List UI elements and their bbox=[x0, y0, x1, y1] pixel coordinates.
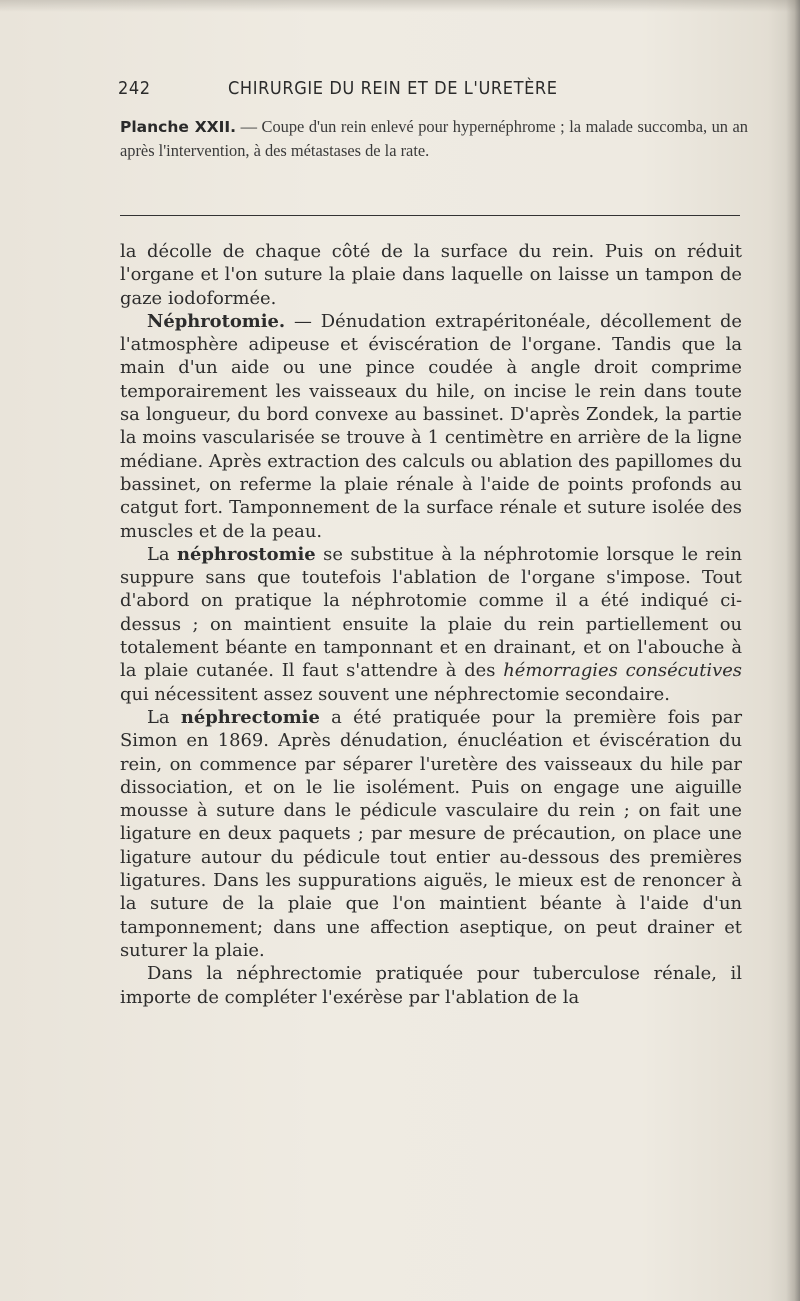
term-hemorragies: hémorragies consécutives bbox=[503, 660, 742, 682]
page-gutter-shadow bbox=[786, 0, 800, 1301]
body-text bbox=[120, 240, 742, 1009]
paragraph-tuberculose: Dans la néphrectomie pratiquée pour tuberculose rénale, il importe de compléter l'exérèse par l'ablation de la bbox=[120, 963, 742, 1008]
page-top-shadow bbox=[0, 0, 800, 12]
paragraph-nephrectomie-pre: La bbox=[147, 706, 181, 728]
paragraph-nephrectomie bbox=[120, 706, 742, 962]
paragraph-nephrostomie bbox=[120, 543, 742, 706]
term-nephrectomie: néphrectomie bbox=[180, 706, 320, 728]
paragraph-nephrectomie-text: a été pratiquée pour la première fois par Simon en 1869. Après dénudation, énucléation et éviscération du rein, on commence par séparer l'uretère des vaisseaux du hile par dissociation, et on le lie isolément. Puis on engage une aiguille mousse à suture dans le pédicule vasculaire du rein ; on fait une ligature en deux paquets ; par mesure de précaution, on place une ligature autour du pédicule tout entier au-dessous des premières ligatures. Dans les suppurations aiguës, le mieux est de renoncer à la suture de la plaie que l'on maintient béante à l'aide d'un tamponnement; dans une affection aseptique, on peut drainer et suturer la plaie. bbox=[120, 706, 743, 961]
paragraph-nephrostomie-end: qui nécessitent assez souvent une néphrectomie secondaire. bbox=[120, 683, 670, 705]
separator-rule bbox=[120, 215, 740, 216]
running-title: CHIRURGIE DU REIN ET DE L'URETÈRE bbox=[228, 78, 558, 99]
plate-label: Planche XXII. bbox=[120, 118, 237, 136]
paragraph-nephrotomie-text: — Dénudation extrapéritonéale, décollement de l'atmosphère adipeuse et éviscération de l'organe. Tandis que la main d'un aide ou une pince coudée à angle droit comprime temporairement les vaisseaux du hile, on incise le rein dans toute sa longueur, du bord convexe au bassinet. D'après Zondek, la partie la moins vascularisée se trouve à 1 centimètre en arrière de la ligne médiane. Après extraction des calculs ou ablation des papillomes du bassinet, on referme la plaie rénale à l'aide de points profonds au catgut fort. Tamponnement de la surface rénale et suture isolée des muscles et de la peau. bbox=[120, 310, 742, 542]
page-number: 242 bbox=[118, 78, 151, 99]
plate-caption bbox=[120, 115, 748, 162]
heading-nephrotomie: Néphrotomie. bbox=[147, 310, 286, 332]
paragraph-nephrostomie-pre: La bbox=[147, 543, 178, 565]
plate-caption-text: — Coupe d'un rein enlevé pour hypernéphrome ; la malade succomba, un an après l'intervention, à des métastases de la rate. bbox=[120, 117, 748, 160]
running-head bbox=[118, 78, 648, 102]
paragraph-nephrotomie bbox=[120, 310, 742, 543]
paragraph-continuation: la décolle de chaque côté de la surface du rein. Puis on réduit l'organe et l'on suture la plaie dans laquelle on laisse un tampon de gaze iodoformée. bbox=[120, 241, 742, 309]
paragraph-nephrostomie-mid: se substitue à la néphrotomie lorsque le rein suppure sans que toutefois l'ablation de l'organe s'impose. Tout d'abord on pratique la néphrotomie comme il a été indiqué ci-dessus ; on maintient ensuite la plaie du rein partiellement ou totalement béante en tamponnant et en drainant, et on l'abouche à la plaie cutanée. Il faut s'attendre à des bbox=[120, 543, 742, 682]
term-nephrostomie: néphrostomie bbox=[177, 543, 316, 565]
